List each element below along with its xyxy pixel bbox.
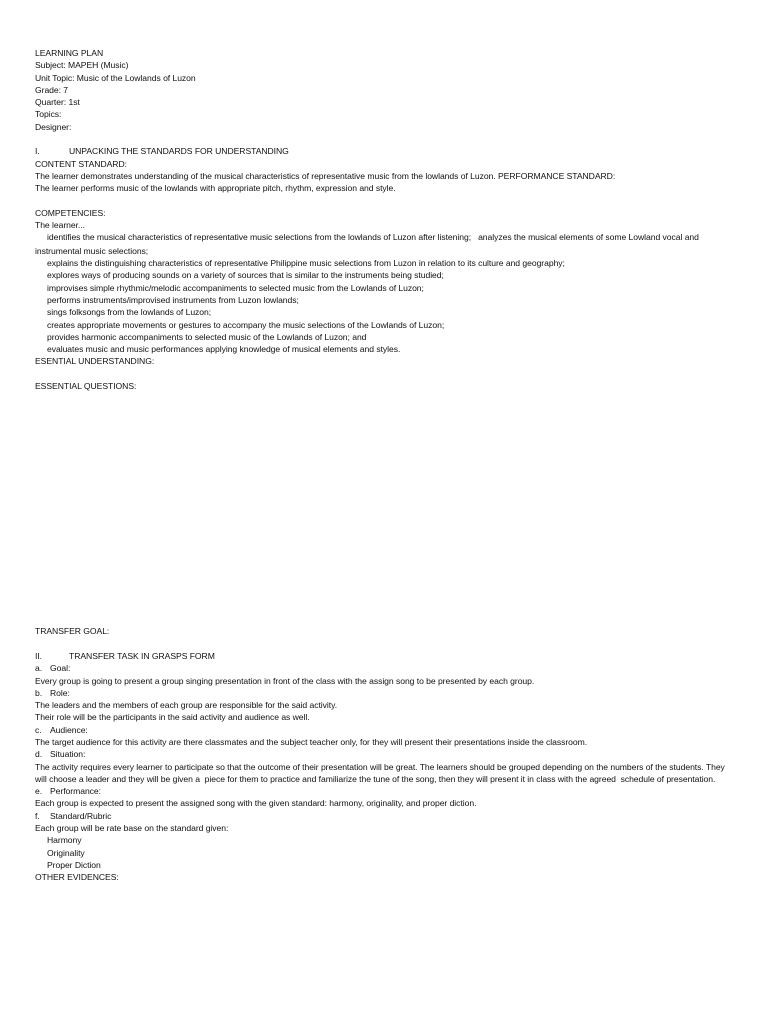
grasps-item-title: Role: bbox=[50, 687, 70, 698]
content-standard-label: CONTENT STANDARD: bbox=[35, 158, 127, 169]
competency-text: performs instruments/improvised instruments from Luzon lowlands; bbox=[47, 294, 299, 305]
competency-text: provides harmonic accompaniments to selected music of the Lowlands of Luzon; and bbox=[47, 331, 367, 342]
grasps-item-letter: d. bbox=[35, 749, 43, 760]
grasps-item-text: Each group will be rate base on the standard given: bbox=[35, 823, 229, 834]
competency-text: sings folksongs from the lowlands of Luzon; bbox=[47, 307, 212, 318]
subject-line: Subject: MAPEH (Music) bbox=[35, 60, 129, 71]
grasps-item-label bbox=[35, 810, 735, 822]
learner-intro: The learner... bbox=[35, 220, 85, 231]
content-standard-text: The learner demonstrates understanding of the musical characteristics of representative music from the lowlands of Luzon. PERFORMANCE STANDARD: bbox=[35, 170, 616, 181]
grasps-item-label bbox=[35, 748, 735, 760]
grasps-list bbox=[35, 662, 735, 834]
grasps-item-title: Audience: bbox=[50, 724, 88, 735]
designer-line: Designer: bbox=[35, 121, 72, 132]
competency-text: creates appropriate movements or gestures to accompany the music selections of the Lowlands of Luzon; bbox=[47, 319, 445, 330]
quarter-line: Quarter: 1st bbox=[35, 97, 80, 108]
rubric-list bbox=[35, 834, 735, 871]
competency-text: evaluates music and music performances applying knowledge of musical elements and styles. bbox=[47, 344, 401, 355]
grasps-item-text: The activity requires every learner to participate so that the outcome of their presentation will be great. The learners should be grouped depending on the numbers of the students. They will choose a leader and they will be given a piece for them to practice and familiarize the tune of the song, then they will present it in class with the agreed schedule of presentation. bbox=[35, 761, 728, 784]
grasps-item-label bbox=[35, 724, 735, 736]
grasps-item-title: Standard/Rubric bbox=[50, 810, 112, 821]
grasps-item-letter: a. bbox=[35, 663, 43, 674]
grasps-item-letter: b. bbox=[35, 687, 43, 698]
rubric-item bbox=[35, 834, 735, 846]
competency-item bbox=[35, 282, 735, 294]
competency-item bbox=[35, 331, 735, 343]
competency-text: explains the distinguishing characteristics of representative Philippine music selections from Luzon in relation to its culture and geography; bbox=[47, 258, 565, 269]
grasps-item-letter: f. bbox=[35, 810, 40, 821]
rubric-text: Originality bbox=[47, 847, 85, 858]
grasps-item-text: Their role will be the participants in the said activity and audience as well. bbox=[35, 712, 310, 723]
competency-list bbox=[35, 257, 735, 355]
section-1-heading: I. UNPACKING THE STANDARDS FOR UNDERSTANDING bbox=[35, 146, 289, 157]
grasps-item-text: The target audience for this activity are there classmates and the subject teacher only, for they will present their presentations inside the classroom. bbox=[35, 736, 588, 747]
rubric-item bbox=[35, 847, 735, 859]
competencies-label: COMPETENCIES: bbox=[35, 207, 106, 218]
competency-item bbox=[35, 319, 735, 331]
grasps-item-text: Every group is going to present a group singing presentation in front of the class with the assign song to be presented by each group. bbox=[35, 675, 535, 686]
essential-understanding-label: ESENTIAL UNDERSTANDING: bbox=[35, 356, 155, 367]
grasps-item-text: Each group is expected to present the assigned song with the given standard: harmony, originality, and proper diction. bbox=[35, 798, 477, 809]
grasps-item-title: Situation: bbox=[50, 749, 86, 760]
grade-line: Grade: 7 bbox=[35, 84, 69, 95]
rubric-item bbox=[35, 859, 735, 871]
grasps-item-text: The leaders and the members of each group are responsible for the said activity. bbox=[35, 700, 338, 711]
transfer-goal-label: TRANSFER GOAL: bbox=[35, 626, 110, 637]
learning-plan-content bbox=[35, 47, 735, 884]
competency-item bbox=[35, 294, 735, 306]
grasps-item-letter: e. bbox=[35, 786, 43, 797]
essential-questions-label: ESSENTIAL QUESTIONS: bbox=[35, 381, 137, 392]
grasps-item-label bbox=[35, 687, 735, 699]
rubric-text: Proper Diction bbox=[47, 859, 101, 870]
grasps-item-letter: c. bbox=[35, 724, 42, 735]
competency-item bbox=[35, 306, 735, 318]
grasps-item-label bbox=[35, 785, 735, 797]
unit-topic-line: Unit Topic: Music of the Lowlands of Luzon bbox=[35, 72, 196, 83]
grasps-item-title: Goal: bbox=[50, 663, 71, 674]
competency-text: improvises simple rhythmic/melodic accompaniments to selected music from the Lowlands of Luzon; bbox=[47, 282, 424, 293]
competency-item bbox=[35, 257, 735, 269]
rubric-text: Harmony bbox=[47, 835, 82, 846]
plan-title: LEARNING PLAN bbox=[35, 48, 104, 58]
section-2-heading: II. TRANSFER TASK IN GRASPS FORM bbox=[35, 650, 215, 661]
competency-text: explores ways of producing sounds on a variety of sources that is similar to the instruments being studied; bbox=[47, 270, 444, 281]
other-evidences-label: OTHER EVIDENCES: bbox=[35, 872, 119, 883]
grasps-item-title: Performance: bbox=[50, 786, 101, 797]
competency-item bbox=[35, 269, 735, 281]
performance-standard-text: The learner performs music of the lowlands with appropriate pitch, rhythm, expression and style. bbox=[35, 183, 396, 194]
grasps-item-label bbox=[35, 662, 735, 674]
competency-item: identifies the musical characteristics of representative music selections from the lowlands of Luzon after listening; analyzes the musical elements of some Lowland vocal and instrumental music selections; bbox=[35, 232, 702, 256]
topics-line: Topics: bbox=[35, 109, 62, 120]
competency-item bbox=[35, 343, 735, 355]
